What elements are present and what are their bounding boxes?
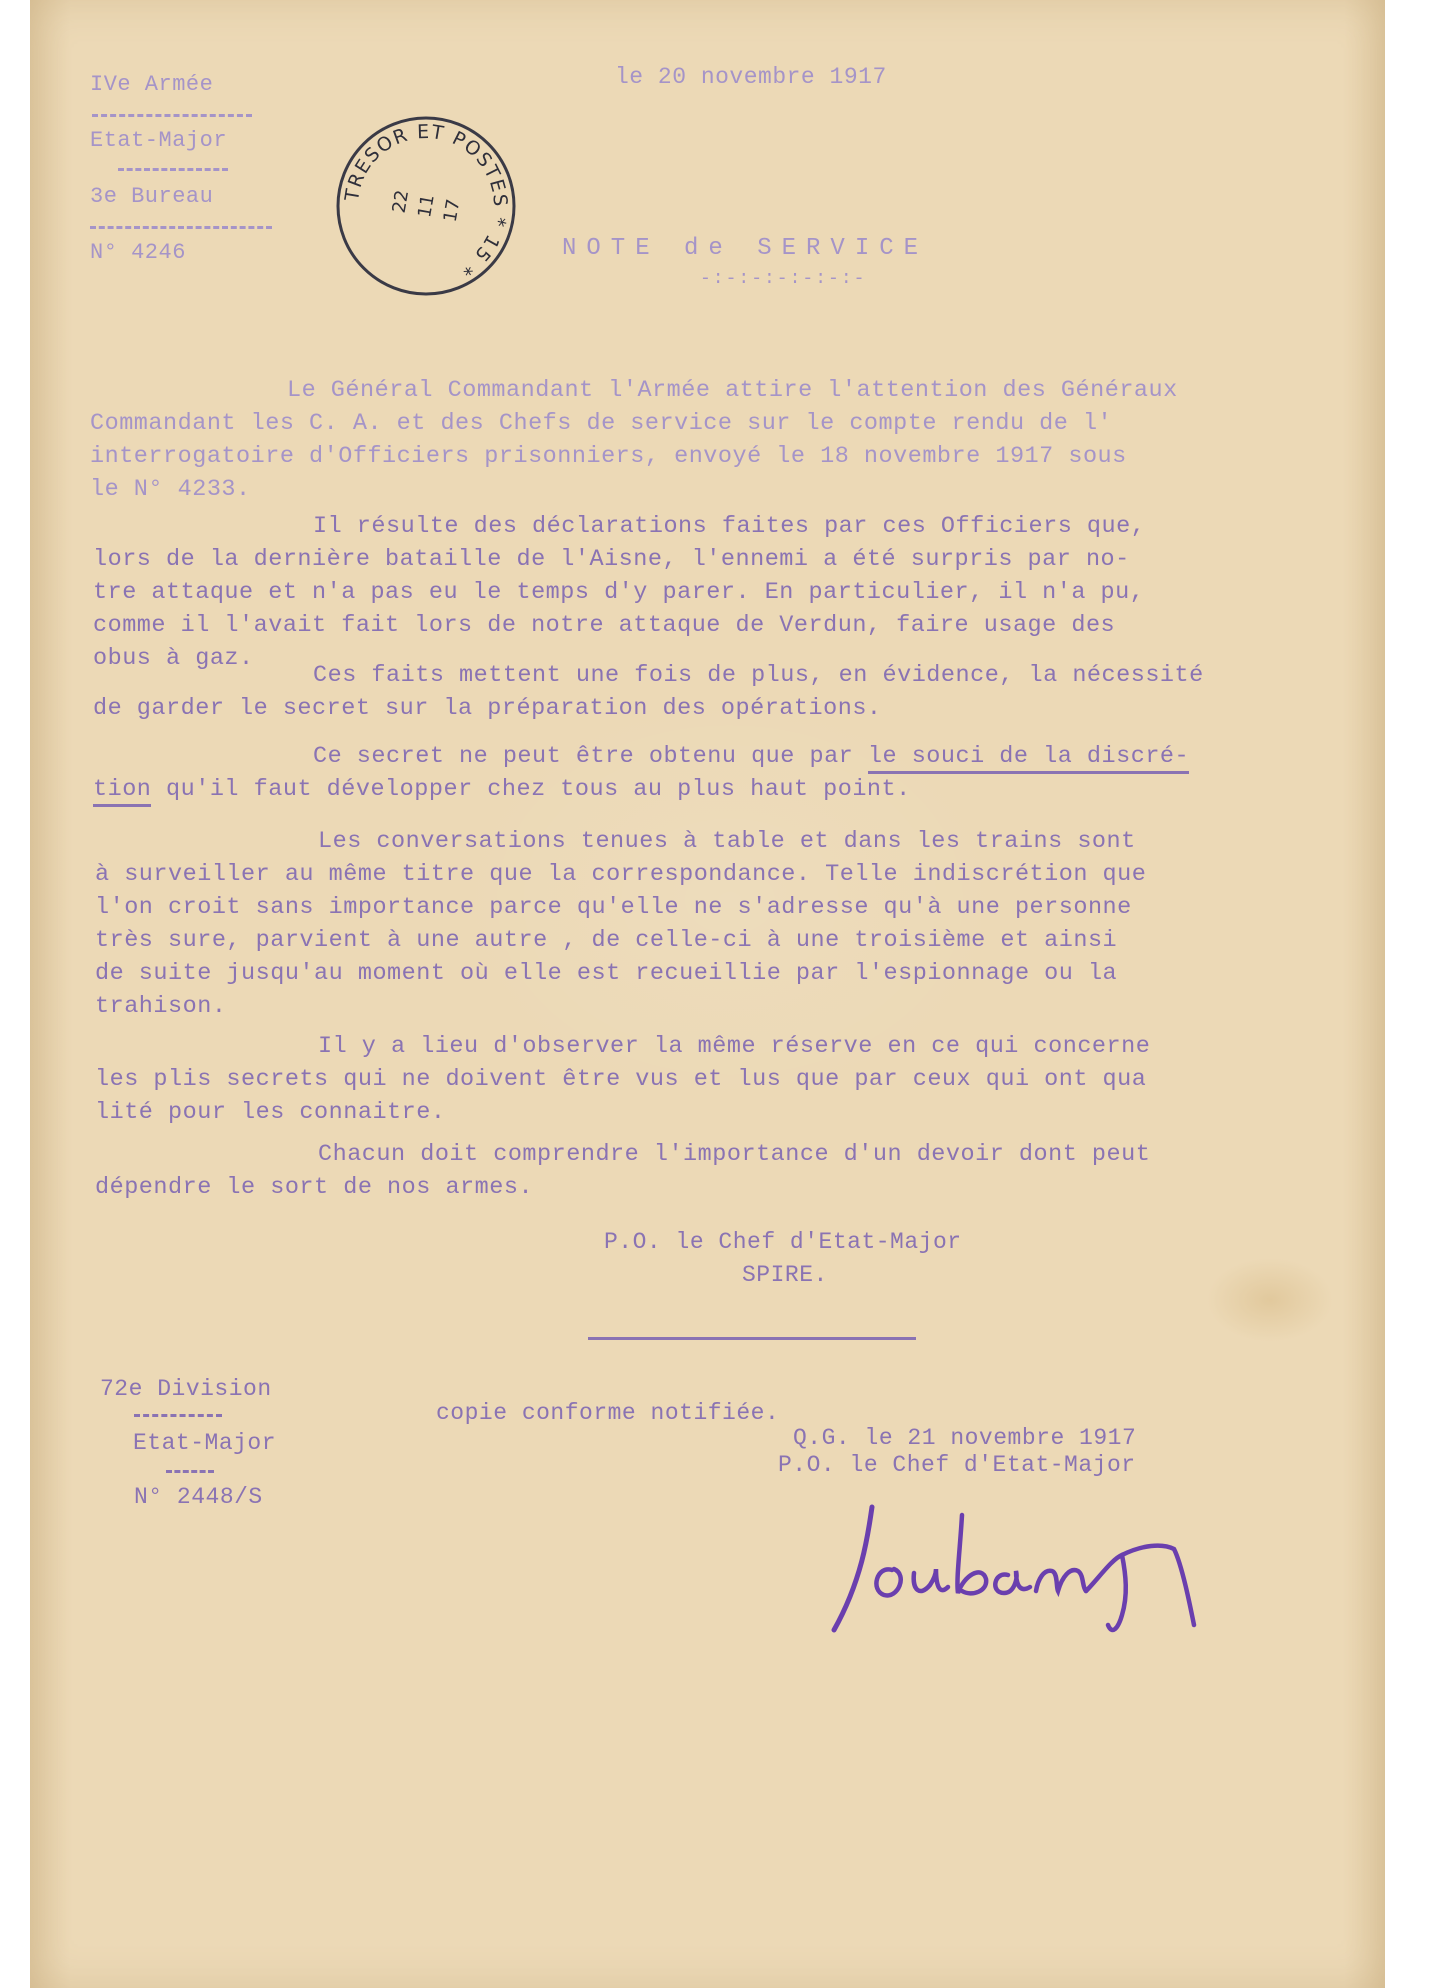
header-divider (90, 226, 272, 229)
body-line: lors de la dernière bataille de l'Aisne, l'ennemi a été surpris par no- (93, 546, 1130, 573)
header-number: N° 4246 (90, 240, 186, 265)
signature-block-name: SPIRE. (742, 1262, 828, 1288)
body-line (313, 740, 1189, 774)
body-line: très sure, parvient à une autre , de celle-ci à une troisième et ainsi (95, 927, 1118, 954)
body-line: Chacun doit comprendre l'importance d'un devoir dont peut (318, 1141, 1151, 1168)
document-page (30, 0, 1385, 1988)
body-line: Ces faits mettent une fois de plus, en évidence, la nécessité (313, 662, 1204, 689)
header-date: le 20 novembre 1917 (615, 64, 887, 90)
title-decoration: -:-:-:-:-:-:- (700, 269, 867, 289)
handwritten-signature (822, 1495, 1232, 1645)
body-line: dépendre le sort de nos armes. (95, 1174, 534, 1201)
stamp-month: 11 (414, 192, 439, 220)
body-line: trahison. (95, 993, 227, 1020)
footer-division: 72e Division (100, 1376, 272, 1402)
body-line: Il y a lieu d'observer la même réserve en ce qui concerne (318, 1033, 1151, 1060)
body-line: tre attaque et n'a pas eu le temps d'y parer. En particulier, il n'a pu, (93, 579, 1145, 606)
copy-note: copie conforme notifiée. (436, 1400, 780, 1426)
body-text-span: Ce secret ne peut être obtenu que par (313, 743, 868, 770)
body-line: Le Général Commandant l'Armée attire l'attention des Généraux (287, 377, 1178, 404)
body-line: Les conversations tenues à table et dans les trains sont (318, 828, 1136, 855)
header-divider (118, 168, 228, 171)
header-staff: Etat-Major (90, 128, 228, 153)
copy-place-date: Q.G. le 21 novembre 1917 (793, 1425, 1137, 1451)
body-line: l'on croit sans importance parce qu'elle ne s'adresse qu'à une personne (95, 894, 1132, 921)
document-title: NOTE de SERVICE (562, 235, 929, 262)
stamp-day: 22 (388, 188, 414, 215)
body-line: de suite jusqu'au moment où elle est recueillie par l'espionnage ou la (95, 960, 1118, 987)
footer-staff: Etat-Major (133, 1430, 277, 1456)
header-army: IVe Armée (90, 72, 214, 97)
body-line (93, 773, 911, 807)
body-line: de garder le secret sur la préparation des opérations. (93, 695, 882, 722)
underlined-phrase: tion (93, 776, 151, 807)
body-line: Commandant les C. A. et des Chefs de service sur le compte rendu de l' (90, 410, 1113, 437)
footer-divider (134, 1414, 222, 1417)
body-line: lité pour les connaitre. (95, 1099, 446, 1126)
body-line: interrogatoire d'Officiers prisonniers, envoyé le 18 novembre 1917 sous (90, 443, 1127, 470)
footer-divider (166, 1470, 214, 1473)
copy-signed-for: P.O. le Chef d'Etat-Major (778, 1452, 1136, 1478)
stamp-circular-text: TRESOR ET POSTES * 15 * (341, 120, 512, 281)
body-line: les plis secrets qui ne doivent être vus et lus que par ceux qui ont qua (95, 1066, 1147, 1093)
body-line: obus à gaz. (93, 645, 254, 672)
separator-line (588, 1337, 916, 1340)
footer-number: N° 2448/S (134, 1484, 263, 1510)
body-line: le N° 4233. (90, 476, 251, 503)
header-divider (92, 114, 252, 117)
body-line: Il résulte des déclarations faites par ces Officiers que, (313, 513, 1146, 540)
body-text-span: qu'il faut développer chez tous au plus haut point. (151, 776, 911, 803)
postal-stamp (332, 112, 520, 300)
signature-block-line1: P.O. le Chef d'Etat-Major (604, 1229, 962, 1255)
body-line: comme il l'avait fait lors de notre attaque de Verdun, faire usage des (93, 612, 1116, 639)
body-line: à surveiller au même titre que la correspondance. Telle indiscrétion que (95, 861, 1147, 888)
underlined-phrase: le souci de la discré- (868, 743, 1189, 774)
header-bureau: 3e Bureau (90, 184, 214, 209)
stamp-year: 17 (439, 197, 465, 224)
